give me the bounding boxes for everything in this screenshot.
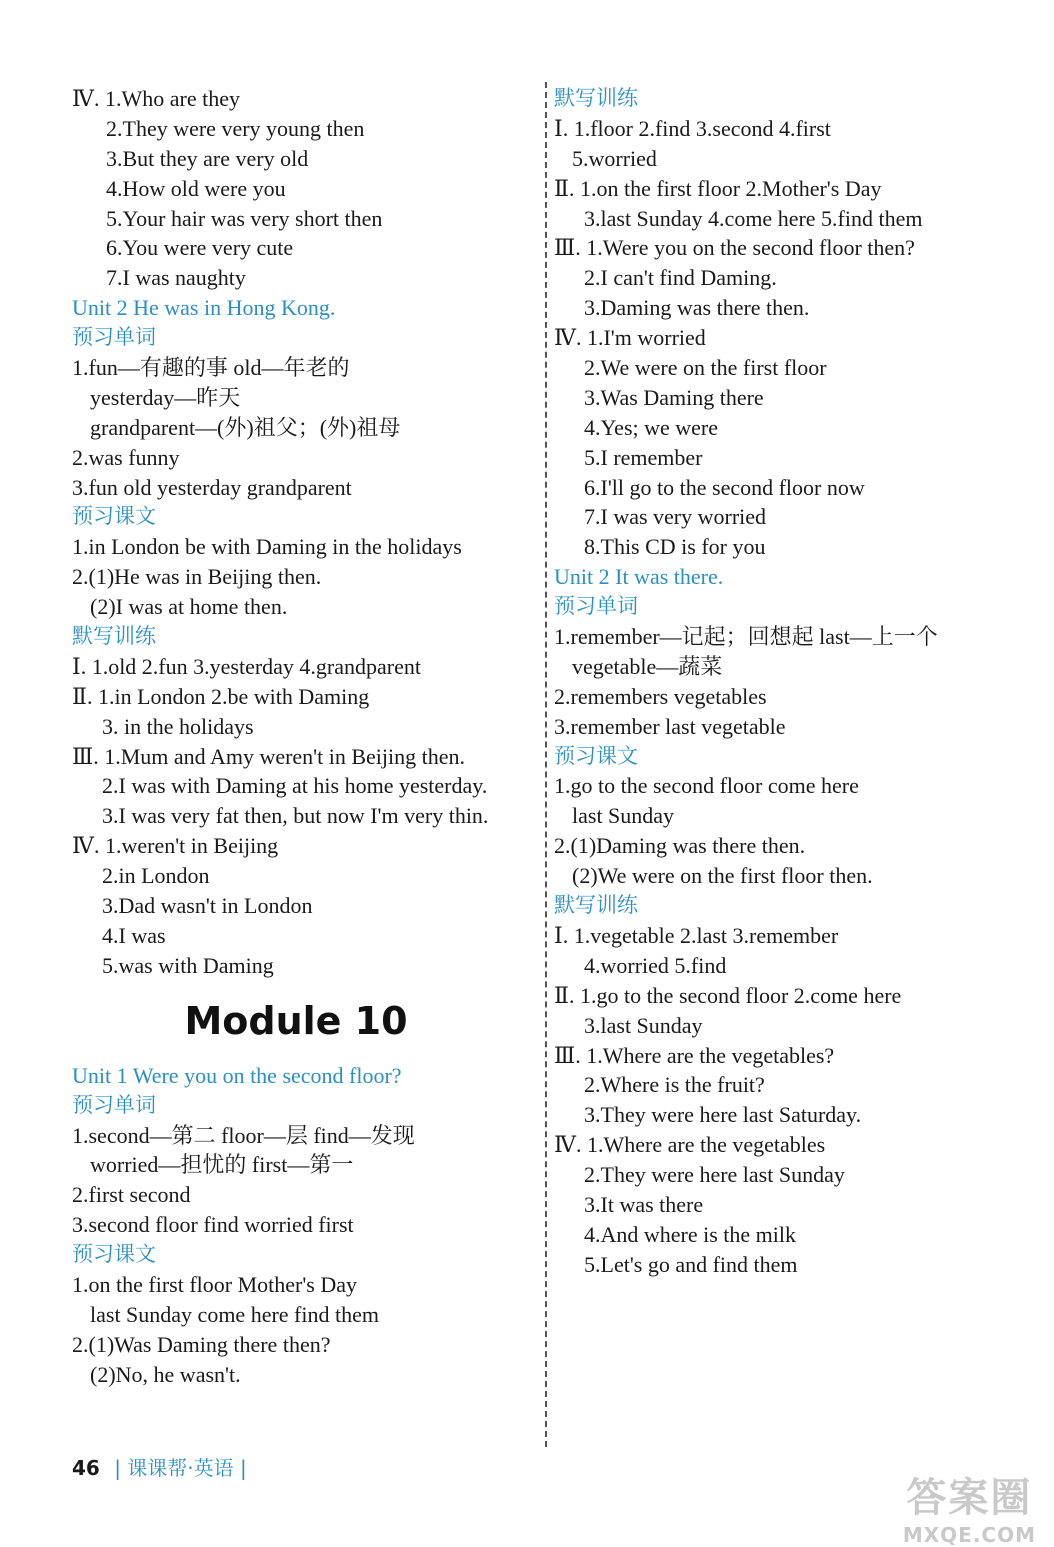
answer-line: Ⅰ. 1.vegetable 2.last 3.remember [554, 922, 839, 948]
section-heading: 默写训练 [72, 624, 156, 649]
answer-line: 1.fun—有趣的事 old—年老的 [72, 355, 350, 381]
answer-line: (2)I was at home then. [90, 594, 288, 620]
answer-line: worried—担忧的 first—第一 [90, 1152, 354, 1178]
answer-line: grandparent—(外)祖父；(外)祖母 [90, 414, 401, 440]
answer-line: 5.was with Daming [102, 952, 274, 978]
answer-line: last Sunday come here find them [90, 1301, 379, 1327]
answer-line: 2.Where is the fruit? [584, 1072, 765, 1098]
column-divider [545, 82, 547, 1447]
answer-line: 1.remember—记起；回想起 last—上一个 [554, 624, 938, 650]
answer-line: 3. in the holidays [102, 713, 254, 739]
answer-line: 6.You were very cute [106, 235, 294, 261]
answer-line: Ⅳ. 1.I'm worried [554, 325, 706, 351]
answer-line: 2.in London [102, 863, 210, 889]
answer-line: 3.remember last vegetable [554, 713, 786, 739]
answer-line: 3.Daming was there then. [584, 295, 810, 321]
section-heading: 预习课文 [72, 504, 156, 529]
answer-line: Ⅳ. 1.weren't in Beijing [72, 833, 279, 859]
answer-line: 2.first second [72, 1182, 191, 1208]
answer-line: Ⅰ. 1.old 2.fun 3.yesterday 4.grandparent [72, 653, 421, 679]
answer-line: 1.in London be with Daming in the holidays [72, 534, 462, 560]
section-heading: 预习单词 [72, 325, 156, 350]
section-heading: 预习单词 [554, 594, 638, 619]
answer-line: 5.Your hair was very short then [106, 205, 383, 231]
watermark-text: 答案圈 [906, 1475, 1033, 1521]
page-footer [72, 1452, 247, 1481]
answer-line: 4.worried 5.find [584, 952, 727, 978]
answer-line: Ⅰ. 1.floor 2.find 3.second 4.first [554, 115, 831, 141]
answer-line: 1.go to the second floor come here [554, 773, 859, 799]
answer-line: (2)No, he wasn't. [90, 1361, 241, 1387]
answer-line: Ⅳ. 1.Where are the vegetables [554, 1132, 826, 1158]
answer-line: 3.I was very fat then, but now I'm very thin. [102, 803, 489, 829]
book-title: | 课课帮·英语 | [114, 1456, 247, 1480]
answer-line: 2.They were here last Sunday [584, 1162, 845, 1188]
answer-line: 2.(1)He was in Beijing then. [72, 564, 322, 590]
unit-heading: Unit 2 It was there. [554, 564, 724, 590]
answer-line: 1.second—第二 floor—层 find—发现 [72, 1122, 415, 1148]
answer-line: 2.We were on the first floor [584, 355, 827, 381]
left-column [72, 84, 532, 1390]
answer-line: 3.last Sunday [584, 1012, 703, 1038]
section-heading: 预习单词 [72, 1092, 156, 1117]
answer-line: 3.They were here last Saturday. [584, 1102, 862, 1128]
answer-line: 1.on the first floor Mother's Day [72, 1271, 358, 1297]
section-heading: 预习课文 [72, 1242, 156, 1267]
answer-line: 5.I remember [584, 444, 703, 470]
watermark-url: MXQE.COM [902, 1523, 1036, 1547]
answer-line: 7.I was very worried [584, 504, 767, 530]
answer-line: Ⅱ. 1.on the first floor 2.Mother's Day [554, 175, 882, 201]
answer-line: 8.This CD is for you [584, 534, 766, 560]
answer-line: 4.How old were you [106, 175, 286, 201]
section-heading: 预习课文 [554, 743, 638, 768]
answer-line: 2.was funny [72, 444, 180, 470]
answer-line: 2.They were very young then [106, 115, 365, 141]
answer-line: 2.I was with Daming at his home yesterday. [102, 773, 488, 799]
answer-line: last Sunday [572, 803, 675, 829]
answer-line: 6.I'll go to the second floor now [584, 474, 865, 500]
watermark-logo [903, 1466, 1036, 1547]
answer-line: 3.But they are very old [106, 145, 309, 171]
answer-line: 5.worried [572, 145, 657, 171]
answer-line: 3.Dad wasn't in London [102, 893, 313, 919]
answer-line: 4.I was [102, 922, 166, 948]
section-heading: 默写训练 [554, 86, 638, 110]
answer-line: 3.It was there [584, 1191, 704, 1217]
right-column [554, 84, 1004, 1280]
section-heading: 默写训练 [554, 893, 638, 918]
unit-heading: Unit 1 Were you on the second floor? [72, 1062, 402, 1088]
page-number: 46 [72, 1456, 100, 1480]
answer-line: vegetable—蔬菜 [572, 653, 723, 679]
answer-line: 4.Yes; we were [584, 414, 719, 440]
answer-line: 5.Let's go and find them [584, 1251, 798, 1277]
answer-line: 3.second floor find worried first [72, 1212, 354, 1238]
answer-line: Ⅲ. 1.Mum and Amy weren't in Beijing then. [72, 743, 466, 769]
answer-line: Ⅱ. 1.in London 2.be with Daming [72, 683, 370, 709]
answer-line: 4.And where is the milk [584, 1221, 797, 1247]
answer-line: Ⅱ. 1.go to the second floor 2.come here [554, 982, 902, 1008]
answer-line: 3.last Sunday 4.come here 5.find them [584, 205, 923, 231]
module-title: Module 10 [184, 998, 408, 1043]
answer-line: Ⅲ. 1.Were you on the second floor then? [554, 235, 915, 261]
answer-line: 2.I can't find Daming. [584, 265, 777, 291]
answer-line: 3.Was Daming there [584, 384, 764, 410]
answer-line: Ⅳ. 1.Who are they [72, 86, 240, 111]
answer-line: 2.(1)Was Daming there then? [72, 1331, 331, 1357]
unit-heading: Unit 2 He was in Hong Kong. [72, 295, 336, 321]
answer-line: (2)We were on the first floor then. [572, 863, 873, 889]
answer-line: 2.remembers vegetables [554, 683, 767, 709]
answer-line: 2.(1)Daming was there then. [554, 833, 806, 859]
answer-line: Ⅲ. 1.Where are the vegetables? [554, 1042, 835, 1068]
answer-line: 7.I was naughty [106, 265, 246, 291]
answer-line: 3.fun old yesterday grandparent [72, 474, 352, 500]
answer-line: yesterday—昨天 [90, 384, 241, 410]
